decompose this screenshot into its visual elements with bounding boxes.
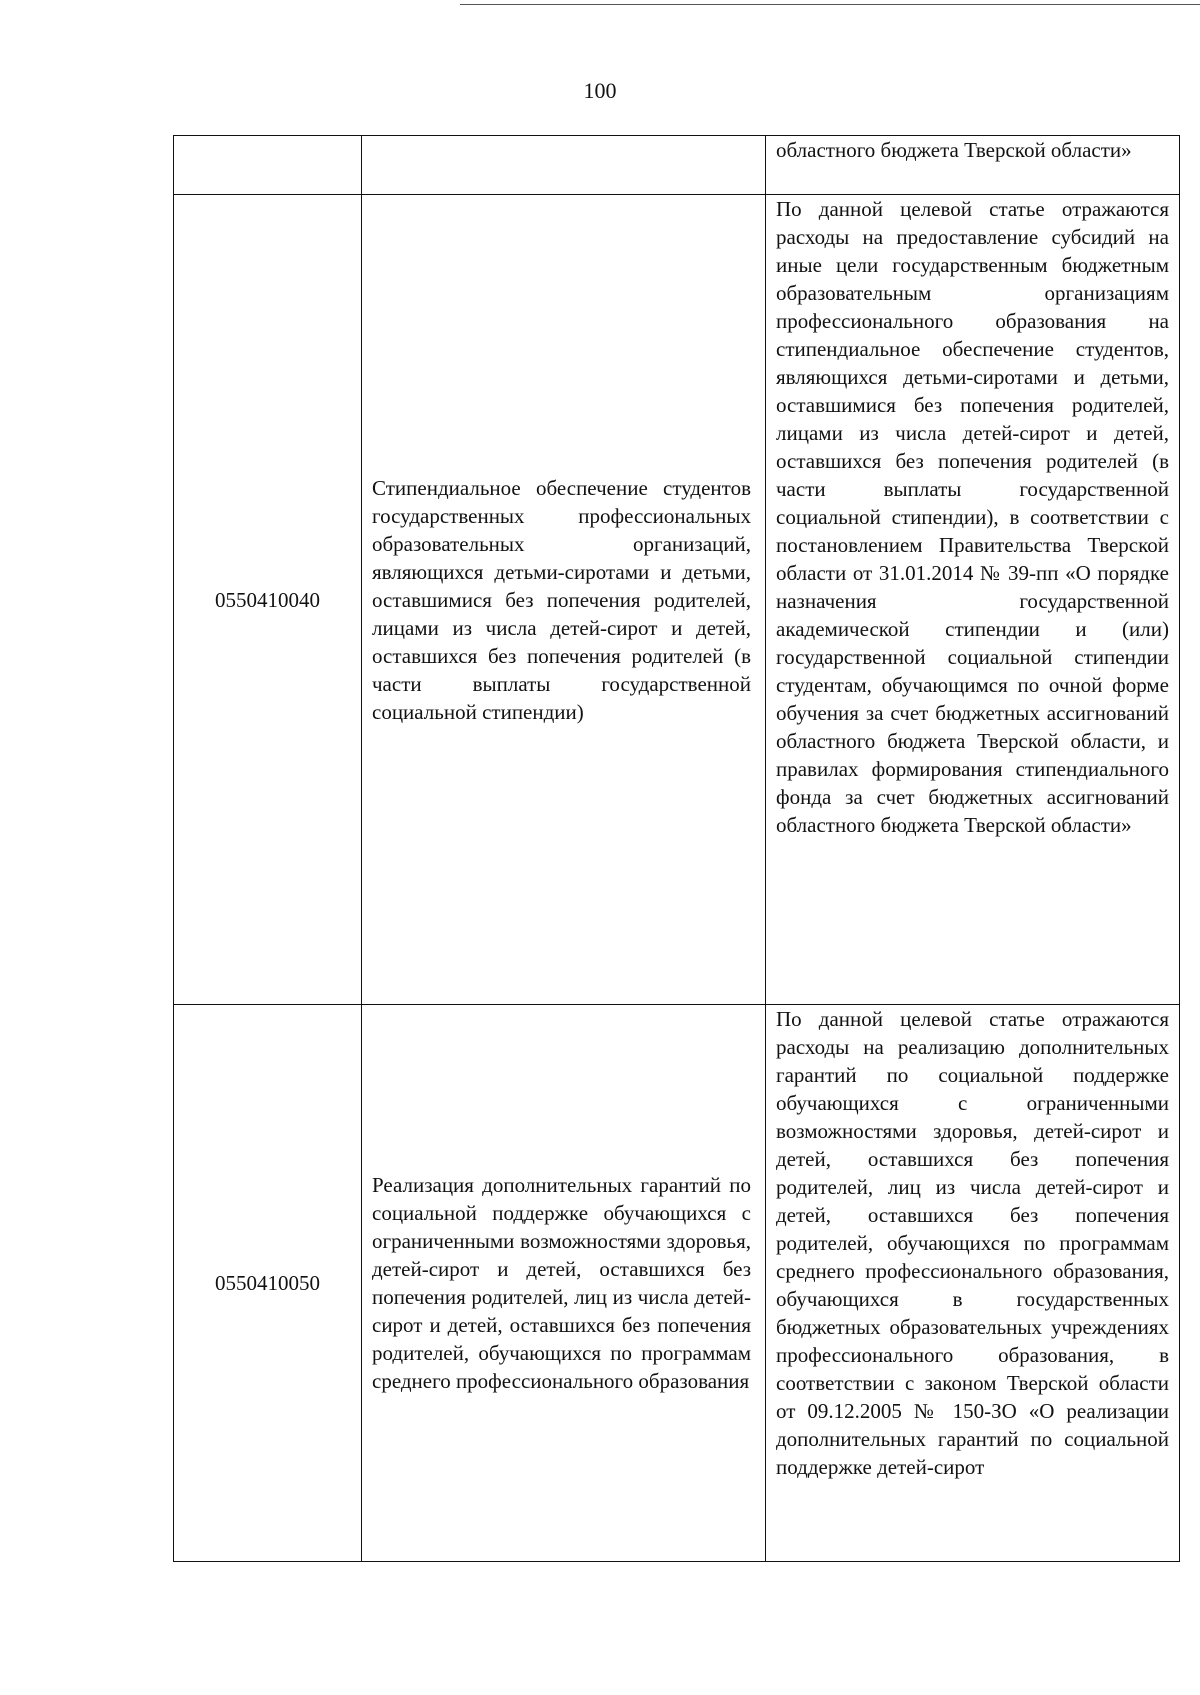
description-cell: По данной целевой статье отражаются расходы на предоставление субсидий на иные цели государственным бюджетным образовательным организациям профессионального образования на стипендиальное обеспечение студентов, являющихся детьми-сиротами и детьми, оставшимися без попечения родителей, лицами из числа детей-сирот и детей, оставшихся без попечения родителей (в части выплаты государственной социальной стипендии), в соответствии с постановлением Правительства Тверской области от 31.01.2014 № 39-пп «О порядке назначения государственной академической стипендии и (или) государственной социальной стипендии студентам, обучающимся по очной форме обучения за счет бюджетных ассигнований областного бюджета Тверской области, и правилах формирования стипендиального фонда за счет бюджетных ассигнований областного бюджета Тверской области» — [766, 195, 1180, 1005]
description-cell: областного бюджета Тверской области» — [766, 136, 1180, 195]
code-cell: 0550410050 — [174, 1005, 362, 1562]
budget-classification-table — [173, 135, 1180, 1562]
code-cell: 0550410040 — [174, 195, 362, 1005]
table-row — [174, 136, 1180, 195]
table-row — [174, 195, 1180, 1005]
name-cell — [362, 136, 766, 195]
description-cell: По данной целевой статье отражаются расходы на реализацию дополнительных гарантий по социальной поддержке обучающихся с ограниченными возможностями здоровья, детей-сирот и детей, оставшихся без попечения родителей, лиц из числа детей-сирот и детей, оставшихся без попечения родителей, обучающихся по программам среднего профессионального образования, обучающихся в государственных бюджетных образовательных учреждениях профессионального образования, в соответствии с законом Тверской области от 09.12.2005 № 150-ЗО «О реализации дополнительных гарантий по социальной поддержке детей-сирот — [766, 1005, 1180, 1562]
top-edge-rule — [460, 4, 1200, 5]
code-cell — [174, 136, 362, 195]
name-cell: Реализация дополнительных гарантий по социальной поддержке обучающихся с ограниченными возможностями здоровья, детей-сирот и детей, оставшихся без попечения родителей, лиц из числа детей-сирот и детей, оставшихся без попечения родителей, обучающихся по программам среднего профессионального образования — [362, 1005, 766, 1562]
page-number: 100 — [583, 78, 617, 103]
name-cell: Стипендиальное обеспечение студентов государственных профессиональных образовательных организаций, являющихся детьми-сиротами и детьми, оставшимися без попечения родителей, лицами из числа детей-сирот и детей, оставшихся без попечения родителей (в части выплаты государственной социальной стипендии) — [362, 195, 766, 1005]
table-row — [174, 1005, 1180, 1562]
